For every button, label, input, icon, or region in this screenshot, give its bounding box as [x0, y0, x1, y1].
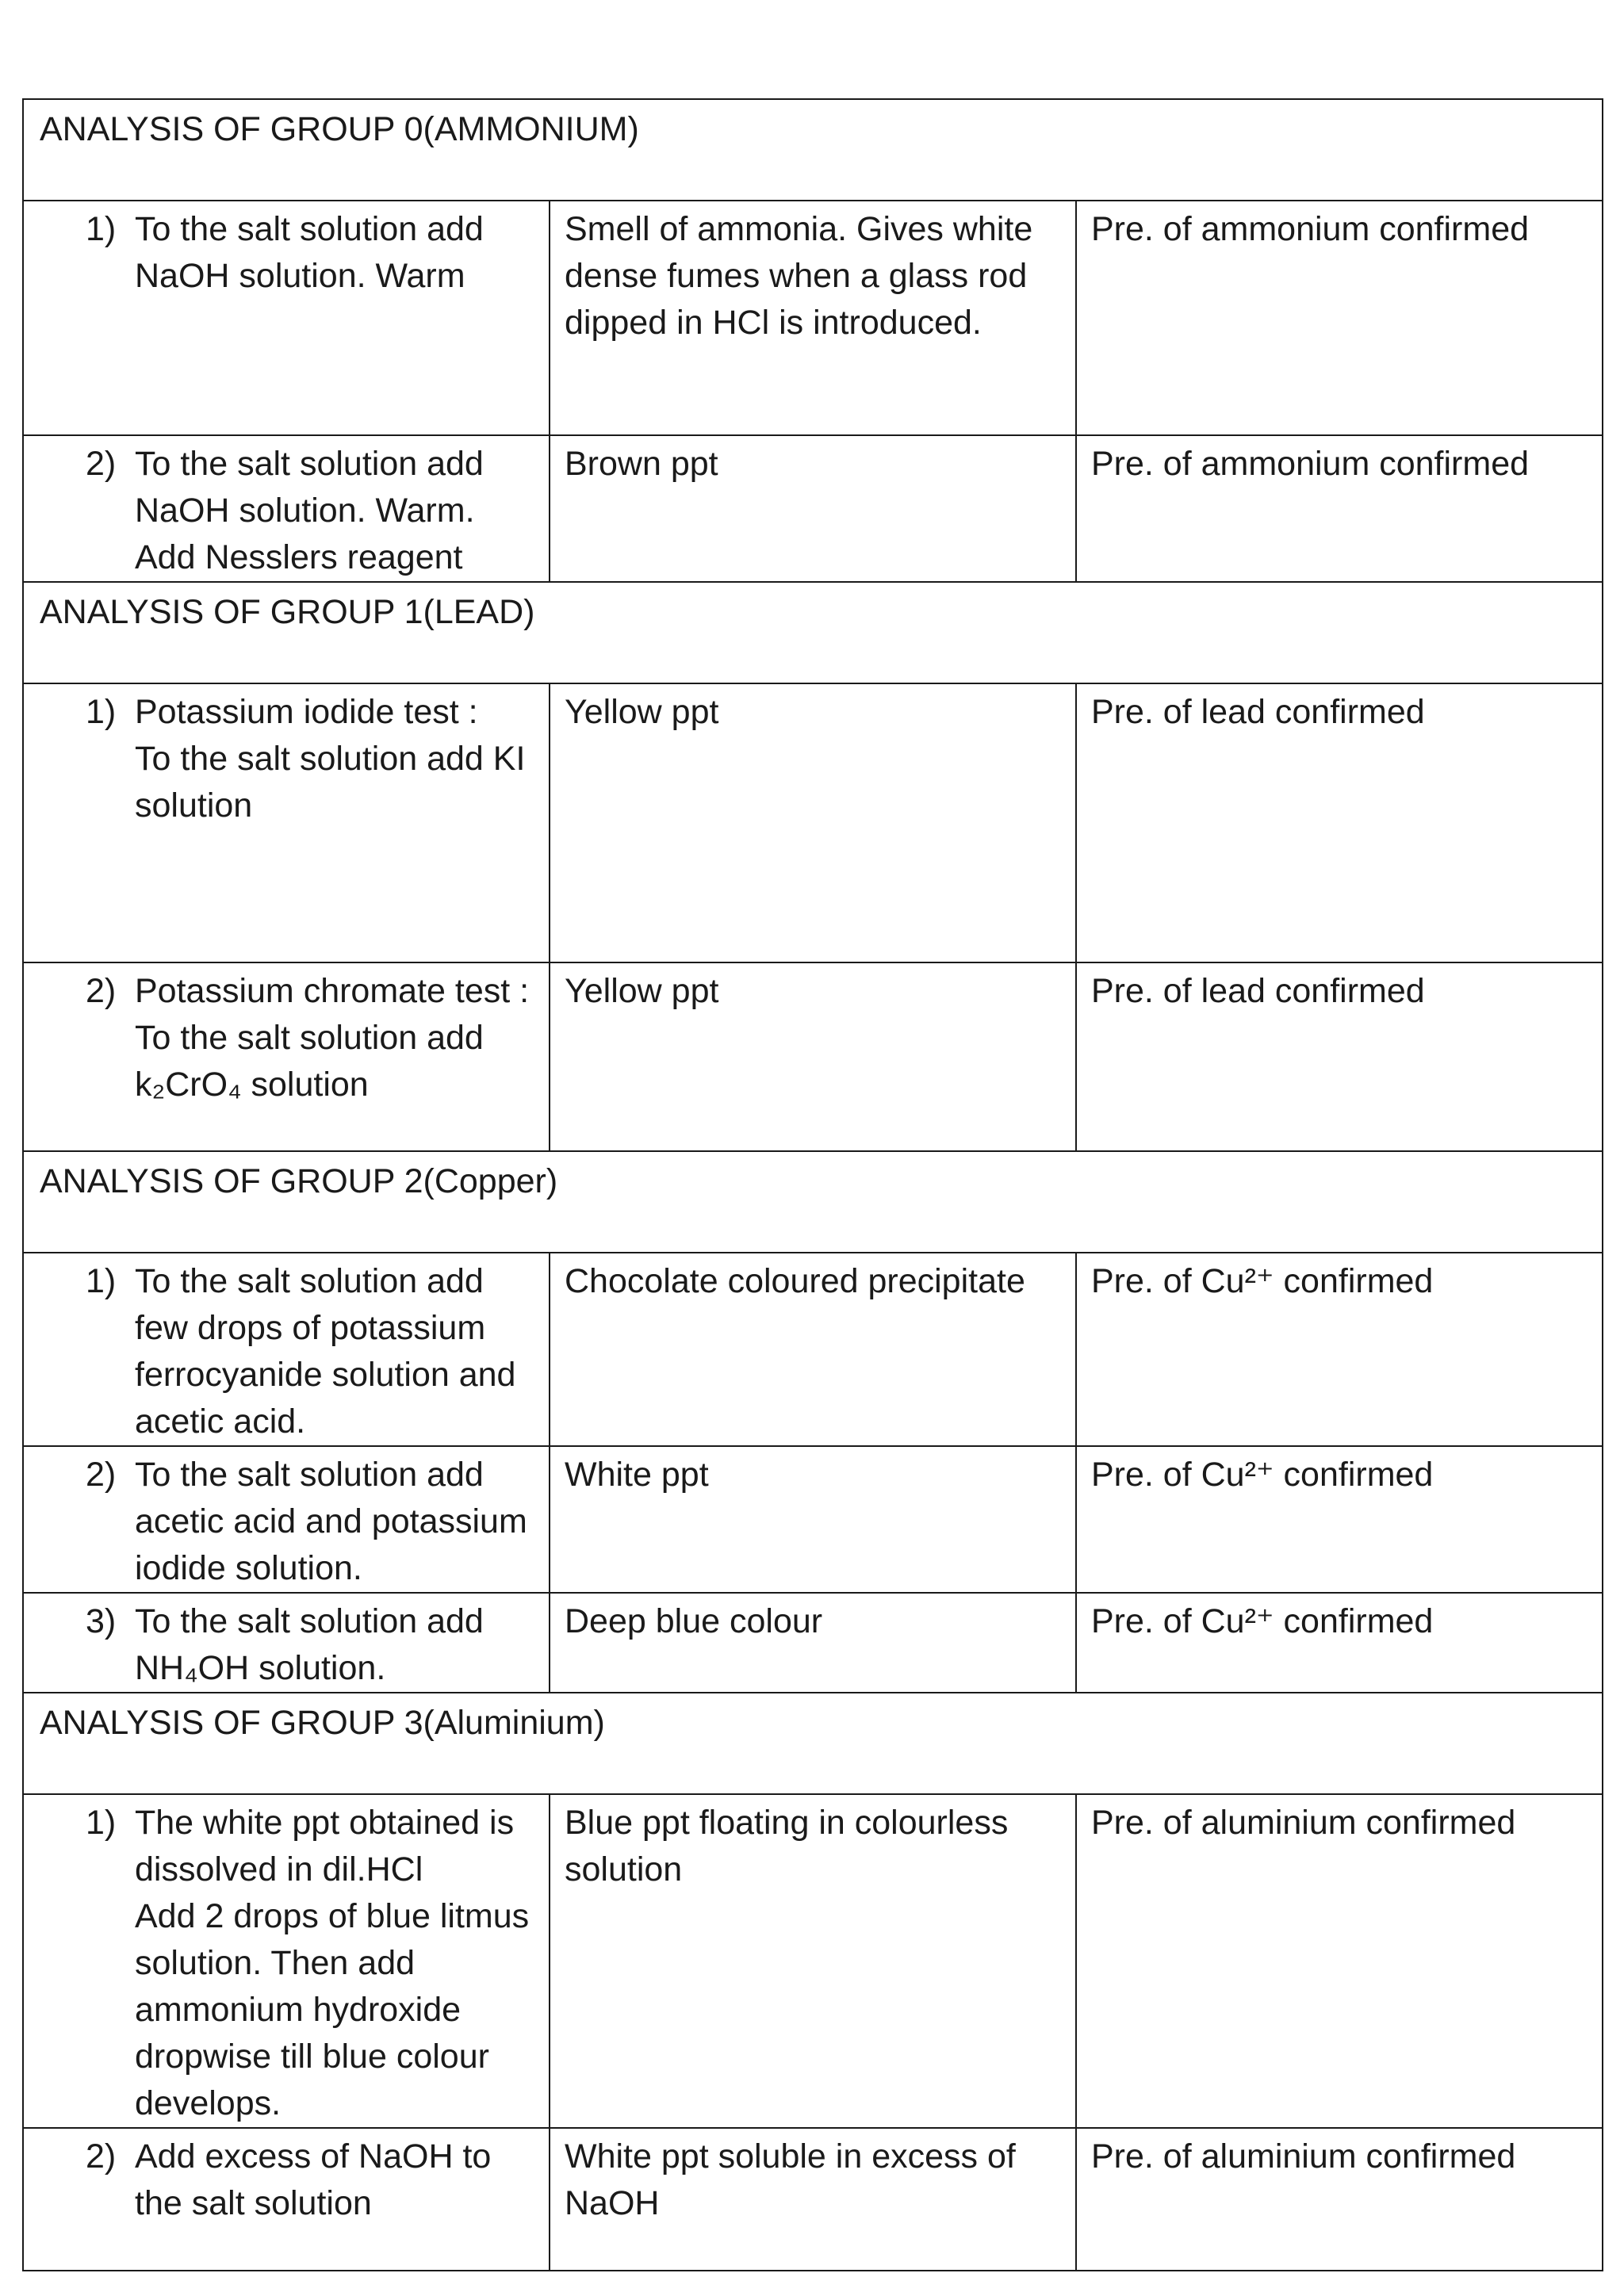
procedure-line: To the salt solution add NaOH solution. Warm. Add Nesslers reagent [135, 445, 484, 576]
test-row [23, 2128, 1603, 2271]
procedure-line: Potassium chromate test : [135, 972, 530, 1010]
test-row [23, 683, 1603, 962]
procedure-step [38, 1598, 534, 1692]
step-number: 2) [86, 972, 117, 1010]
observation-cell: Blue ppt floating in colourless solution [550, 1794, 1076, 2128]
procedure-cell [23, 683, 550, 962]
procedure-text [135, 2133, 534, 2227]
procedure-step [38, 441, 534, 581]
inference-cell: Pre. of Cu²⁺ confirmed [1076, 1593, 1603, 1693]
procedure-line: Add 2 drops of blue litmus solution. Then add ammonium hydroxide dropwise till blue colour develops. [135, 1897, 530, 2122]
procedure-line: To the salt solution add acetic acid and potassium iodide solution. [135, 1456, 527, 1587]
step-number: 1) [86, 210, 117, 248]
test-row [23, 1253, 1603, 1446]
test-row [23, 1446, 1603, 1593]
procedure-text [135, 689, 534, 829]
procedure-line: To the salt solution add KI solution [135, 740, 526, 825]
step-number: 2) [86, 2137, 117, 2175]
procedure-text [135, 206, 534, 300]
procedure-text [135, 968, 534, 1108]
procedure-line: The white ppt obtained is dissolved in dil.HCl [135, 1804, 515, 1888]
group-title: ANALYSIS OF GROUP 3(Aluminium) [23, 1693, 1603, 1794]
procedure-cell [23, 1593, 550, 1693]
observation-cell: Brown ppt [550, 435, 1076, 582]
group-header-row [23, 1151, 1603, 1253]
inference-cell: Pre. of ammonium confirmed [1076, 435, 1603, 582]
step-number: 1) [86, 1804, 117, 1842]
procedure-step [38, 1452, 534, 1592]
salt-analysis-table [22, 98, 1603, 2271]
procedure-cell [23, 201, 550, 435]
group-header-row [23, 582, 1603, 683]
procedure-text [135, 1598, 534, 1692]
observation-cell: White ppt [550, 1446, 1076, 1593]
procedure-cell [23, 962, 550, 1151]
inference-cell: Pre. of lead confirmed [1076, 962, 1603, 1151]
group-header-row [23, 1693, 1603, 1794]
observation-cell: Deep blue colour [550, 1593, 1076, 1693]
step-number: 3) [86, 1602, 117, 1640]
observation-cell: Yellow ppt [550, 962, 1076, 1151]
procedure-step [38, 1800, 534, 2127]
step-number: 1) [86, 693, 117, 731]
test-row [23, 962, 1603, 1151]
procedure-text [135, 1800, 534, 2127]
procedure-text [135, 1258, 534, 1445]
procedure-line: Add excess of NaOH to the salt solution [135, 2137, 492, 2222]
procedure-cell [23, 2128, 550, 2271]
procedure-cell [23, 1253, 550, 1446]
group-title: ANALYSIS OF GROUP 2(Copper) [23, 1151, 1603, 1253]
procedure-line: Potassium iodide test : [135, 693, 478, 731]
test-row [23, 1593, 1603, 1693]
test-row [23, 435, 1603, 582]
procedure-line: To the salt solution add NH₄OH solution. [135, 1602, 484, 1687]
procedure-line: To the salt solution add k₂CrO₄ solution [135, 1019, 484, 1104]
procedure-line: To the salt solution add few drops of potassium ferrocyanide solution and acetic acid. [135, 1262, 516, 1441]
procedure-step [38, 2133, 534, 2227]
step-number: 1) [86, 1262, 117, 1300]
observation-cell: White ppt soluble in excess of NaOH [550, 2128, 1076, 2271]
procedure-step [38, 968, 534, 1108]
inference-cell: Pre. of aluminium confirmed [1076, 1794, 1603, 2128]
test-row [23, 201, 1603, 435]
procedure-step [38, 1258, 534, 1445]
group-header-row [23, 99, 1603, 201]
observation-cell: Smell of ammonia. Gives white dense fumes when a glass rod dipped in HCl is introduced. [550, 201, 1076, 435]
procedure-text [135, 441, 534, 581]
observation-cell: Chocolate coloured precipitate [550, 1253, 1076, 1446]
step-number: 2) [86, 445, 117, 483]
procedure-step [38, 689, 534, 829]
observation-cell: Yellow ppt [550, 683, 1076, 962]
test-row [23, 1794, 1603, 2128]
inference-cell: Pre. of Cu²⁺ confirmed [1076, 1446, 1603, 1593]
step-number: 2) [86, 1456, 117, 1494]
inference-cell: Pre. of Cu²⁺ confirmed [1076, 1253, 1603, 1446]
group-title: ANALYSIS OF GROUP 1(LEAD) [23, 582, 1603, 683]
procedure-text [135, 1452, 534, 1592]
salt-analysis-table-body [23, 99, 1603, 2271]
procedure-cell [23, 1446, 550, 1593]
inference-cell: Pre. of lead confirmed [1076, 683, 1603, 962]
inference-cell: Pre. of ammonium confirmed [1076, 201, 1603, 435]
inference-cell: Pre. of aluminium confirmed [1076, 2128, 1603, 2271]
procedure-cell [23, 1794, 550, 2128]
procedure-cell [23, 435, 550, 582]
procedure-line: To the salt solution add NaOH solution. Warm [135, 210, 484, 295]
procedure-step [38, 206, 534, 300]
group-title: ANALYSIS OF GROUP 0(AMMONIUM) [23, 99, 1603, 201]
